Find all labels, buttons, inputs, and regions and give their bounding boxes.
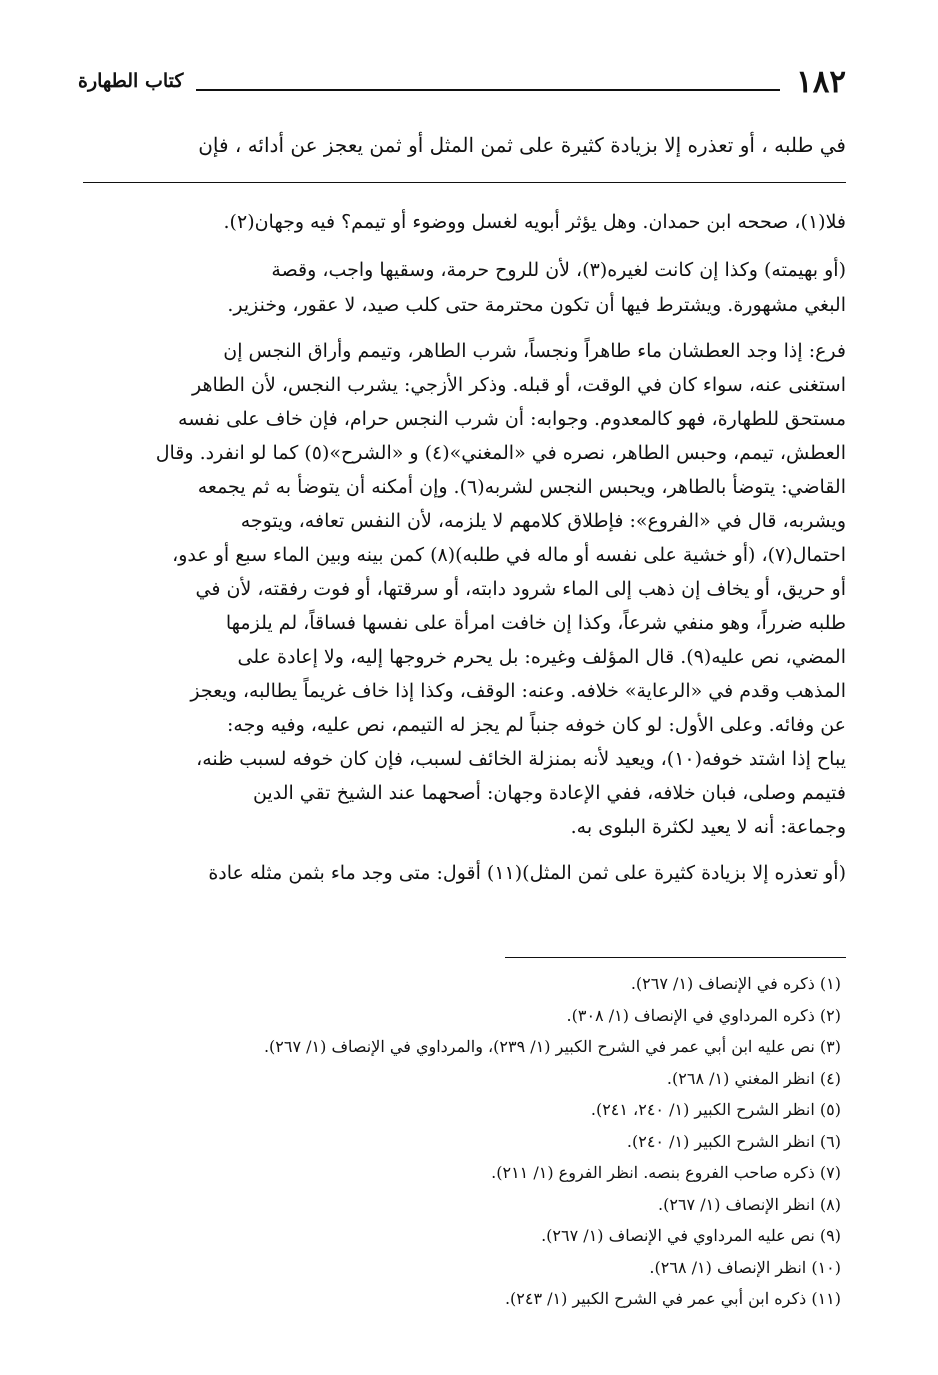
footnote-item: (٨) انظر الإنصاف (١/ ٢٦٧). [658, 1194, 841, 1214]
header-rule [196, 89, 780, 91]
footnote-item: (٢) ذكره المرداوي في الإنصاف (١/ ٣٠٨). [566, 1005, 841, 1025]
footnote-item: (١٠) انظر الإنصاف (١/ ٢٦٨). [649, 1257, 841, 1277]
footnote-separator-rule [505, 957, 846, 958]
footnote-item: (٤) انظر المغني (١/ ٢٦٨). [666, 1068, 841, 1088]
body-line: أو حريق، أو يخاف إن ذهب إلى الماء شرود دابته، أو سرقتها، أو فوت رفقته، لأن في [195, 578, 846, 600]
body-line: المذهب وقدم في «الرعاية» خلافه. وعنه: الوقف، وكذا إذا خاف غريماً يطالبه، ويعجز [190, 680, 846, 702]
footnote-item: (١١) ذكره ابن أبي عمر في الشرح الكبير (١/ ٢٤٣). [504, 1289, 841, 1308]
body-line: فلا(١)، صححه ابن حمدان. وهل يؤثر أبويه لغسل ووضوء أو تيمم؟ فيه وجهان(٢). [223, 211, 846, 233]
footnote-item: (٦) انظر الشرح الكبير (١/ ٢٤٠). [626, 1131, 841, 1151]
body-line: عن وفائه. وعلى الأول: لو كان خوفه جنباً لم يجز له التيمم، نص عليه، وفيه وجه: [227, 714, 846, 736]
body-line: طلبه ضرراً، وهو منفي شرعاً، وكذا إن خافت امرأة على نفسها فساقاً، لم يلزمها [225, 612, 846, 634]
footnote-item: (١) ذكره في الإنصاف (١/ ٢٦٧). [630, 974, 841, 993]
main-separator-rule [83, 182, 846, 183]
body-line: مستحق للطهارة، فهو كالمعدوم. وجوابه: أن شرب النجس حرام، فإن خاف على نفسه [178, 408, 846, 430]
body-line: احتمال(٧)، (أو خشية على نفسه أو ماله في طلبه)(٨) كمن بينه وبين الماء سبع أو عدو، [172, 544, 846, 566]
body-line: (أو تعذره إلا بزيادة كثيرة على ثمن المثل)(١١) أقول: متى وجد ماء بثمن مثله عادة [208, 862, 846, 884]
page-number: ١٨٢ [796, 64, 846, 100]
body-line: وجماعة: أنه لا يعيد لكثرة البلوى به. [570, 816, 846, 838]
body-line: استغنى عنه، سواء كان في الوقت، أو قبله. وذكر الأزجي: يشرب النجس، لأن الطاهر [192, 374, 846, 396]
footnote-item: (٧) ذكره صاحب الفروع بنصه. انظر الفروع (١/ ٢١١). [491, 1163, 841, 1182]
footnote-item: (٣) نص عليه ابن أبي عمر في الشرح الكبير (١/ ٢٣٩)، والمرداوي في الإنصاف (١/ ٢٦٧). [263, 1037, 841, 1056]
body-line: ويشربه، قال في «الفروع»: فإطلاق كلامهم لا يلزمه، لأن النفس تعافه، ويتوجه [240, 510, 846, 532]
body-line: البغي مشهورة. ويشترط فيها أن تكون محترمة حتى كلب صيد، لا عقور، وخنزير. [227, 294, 846, 316]
body-line: فتيمم وصلى، فبان خلافه، ففي الإعادة وجهان: أصحهما عند الشيخ تقي الدين [252, 782, 846, 804]
body-line: يباح إذا اشتد خوفه(١٠)، ويعيد لأنه بمنزلة الخائف لسبب، فإن كان خوفه لسبب ظنه، [196, 748, 846, 770]
footnote-item: (٥) انظر الشرح الكبير (١/ ٢٤٠، ٢٤١). [590, 1100, 841, 1119]
book-title: كتاب الطهارة [78, 70, 184, 92]
page-header [78, 62, 848, 102]
body-line: العطش، تيمم، وحبس الطاهر، نصره في «المغني»(٤) و «الشرح»(٥) كما لو انفرد. وقال [155, 442, 846, 464]
footnote-item: (٩) نص عليه المرداوي في الإنصاف (١/ ٢٦٧). [541, 1226, 841, 1245]
continuation-text: في طلبه ، أو تعذره إلا بزيادة كثيرة على ثمن المثل أو ثمن يعجز عن أدائه ، فإن [198, 133, 846, 157]
body-line: (أو بهيمته) وكذا إن كانت لغيره(٣)، لأن للروح حرمة، وسقيها واجب، وقصة [271, 259, 846, 281]
body-line: المضي، نص عليه(٩). قال المؤلف وغيره: بل يحرم خروجها إليه، ولا إعادة على [237, 646, 846, 668]
body-line: القاضي: يتوضأ بالطاهر، ويحبس النجس لشربه(٦). وإن أمكنه أن يتوضأ به ثم يجمعه [197, 476, 846, 498]
body-line: فرع: إذا وجد العطشان ماء طاهراً ونجساً، شرب الطاهر، وتيمم وأراق النجس إن [223, 340, 846, 362]
